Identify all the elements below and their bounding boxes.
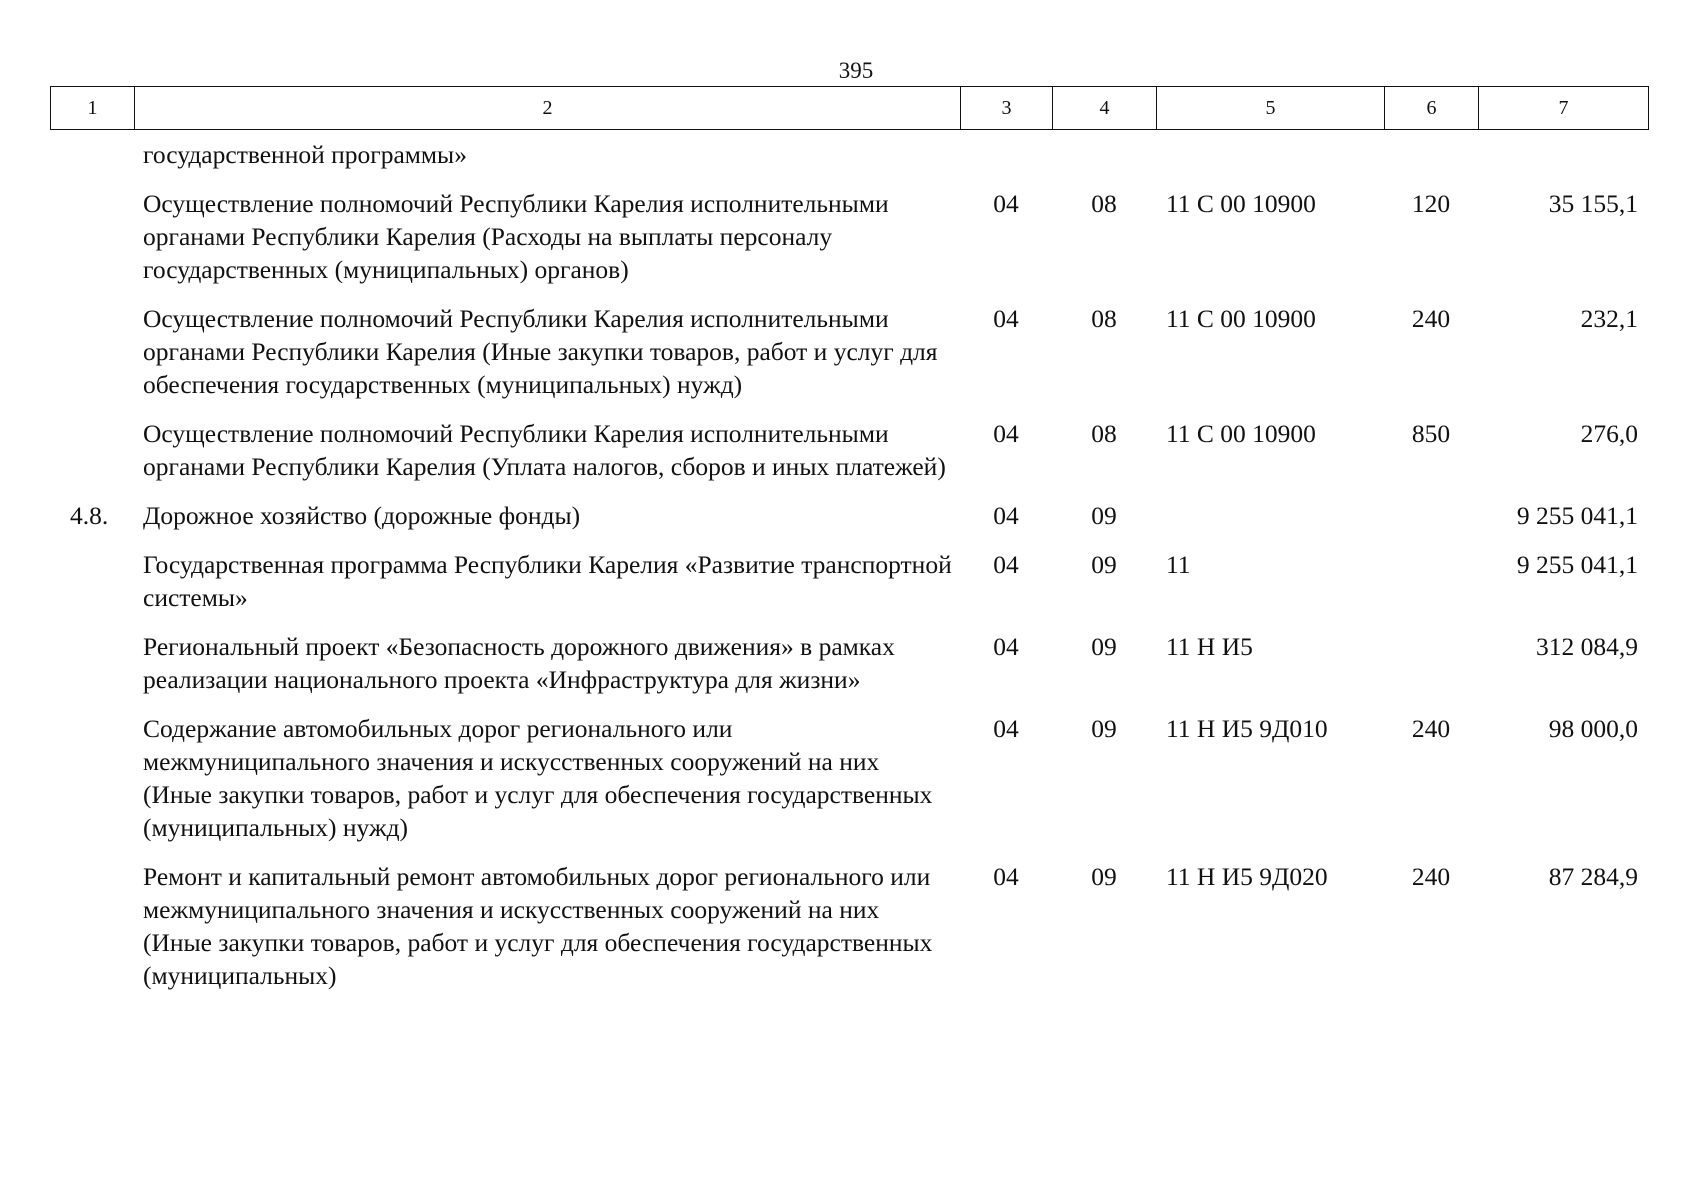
header-cell-col-6: 6 (1385, 87, 1479, 130)
table-row (50, 417, 1648, 499)
column-number-header (50, 86, 1649, 130)
row-number: 4.8. (70, 501, 109, 530)
row-amount: 9 255 041,1 (1516, 550, 1638, 579)
row-name: Осуществление полномочий Республики Карелия исполнительными органами Республики Карелия (Уплата налогов, сборов и иных платежей) (143, 419, 946, 481)
row-target-article: 11 Н И5 9Д020 (1166, 862, 1328, 891)
header-cell-col-2: 2 (135, 87, 961, 130)
row-number (50, 712, 134, 860)
header-cell-col-3: 3 (961, 87, 1053, 130)
row-subsection (1052, 138, 1156, 187)
header-cell-col-4: 4 (1053, 87, 1157, 130)
row-subsection: 09 (1091, 714, 1117, 743)
row-amount (1478, 138, 1648, 187)
row-subsection: 09 (1091, 550, 1117, 579)
row-expense-type: 240 (1411, 862, 1451, 891)
row-number (50, 860, 134, 1008)
row-expense-type: 240 (1411, 304, 1451, 333)
row-section: 04 (993, 714, 1019, 743)
row-amount: 312 084,9 (1536, 632, 1638, 661)
row-expense-type (1384, 630, 1478, 712)
row-target-article (1156, 499, 1384, 548)
row-expense-type (1384, 138, 1478, 187)
row-number (50, 548, 134, 630)
row-name: Ремонт и капитальный ремонт автомобильных дорог регионального или межмуниципального значения и искусственных сооружений на них (Иные закупки товаров, работ и услуг для обеспечения государственных (муниципальных) (143, 862, 933, 990)
table-row (50, 630, 1648, 712)
row-number (50, 302, 134, 417)
table-row (50, 187, 1648, 302)
row-name: Содержание автомобильных дорог регионального или межмуниципального значения и искусственных сооружений на них (Иные закупки товаров, работ и услуг для обеспечения государственных (муниципальных) нужд) (143, 714, 933, 842)
row-amount: 276,0 (1580, 419, 1638, 448)
header-cell-col-5: 5 (1157, 87, 1385, 130)
row-subsection: 09 (1091, 632, 1117, 661)
row-expense-type: 120 (1411, 189, 1451, 218)
table-row (50, 548, 1648, 630)
row-target-article (1156, 138, 1384, 187)
row-subsection: 09 (1091, 501, 1117, 530)
row-expense-type (1384, 548, 1478, 630)
row-section: 04 (993, 632, 1019, 661)
page-number: 395 (838, 58, 874, 83)
table-row (50, 860, 1648, 1008)
row-target-article: 11 (1166, 550, 1191, 579)
row-section (960, 138, 1052, 187)
row-section: 04 (993, 304, 1019, 333)
row-target-article: 11 С 00 10900 (1166, 419, 1316, 448)
row-number (50, 417, 134, 499)
header-row (51, 87, 1649, 130)
row-name: Осуществление полномочий Республики Карелия исполнительными органами Республики Карелия (Иные закупки товаров, работ и услуг для обеспечения государственных (муниципальных) нужд) (143, 304, 938, 399)
row-amount: 232,1 (1580, 304, 1638, 333)
row-subsection: 08 (1091, 189, 1117, 218)
row-subsection: 08 (1091, 304, 1117, 333)
row-name: государственной программы» (143, 140, 467, 169)
row-amount: 35 155,1 (1548, 189, 1638, 218)
row-number (50, 138, 134, 187)
row-subsection: 09 (1091, 862, 1117, 891)
row-target-article: 11 Н И5 (1166, 632, 1253, 661)
row-target-article: 11 Н И5 9Д010 (1166, 714, 1328, 743)
budget-table (50, 138, 1648, 1008)
row-amount: 87 284,9 (1548, 862, 1638, 891)
row-expense-type: 850 (1411, 419, 1451, 448)
row-amount: 9 255 041,1 (1516, 501, 1638, 530)
table-row (50, 499, 1648, 548)
row-number (50, 187, 134, 302)
row-name: Региональный проект «Безопасность дорожного движения» в рамках реализации национального проекта «Инфраструктура для жизни» (143, 632, 895, 694)
row-name: Государственная программа Республики Карелия «Развитие транспортной системы» (143, 550, 952, 612)
row-name: Осуществление полномочий Республики Карелия исполнительными органами Республики Карелия (Расходы на выплаты персоналу государственных (муниципальных) органов) (143, 189, 889, 284)
row-section: 04 (993, 189, 1019, 218)
header-cell-col-7: 7 (1479, 87, 1649, 130)
row-amount: 98 000,0 (1548, 714, 1638, 743)
row-number (50, 630, 134, 712)
row-section: 04 (993, 419, 1019, 448)
table-row (50, 302, 1648, 417)
row-section: 04 (993, 501, 1019, 530)
row-section: 04 (993, 550, 1019, 579)
table-row (50, 138, 1648, 187)
header-cell-col-1: 1 (51, 87, 135, 130)
table-row (50, 712, 1648, 860)
row-target-article: 11 С 00 10900 (1166, 304, 1316, 333)
row-section: 04 (993, 862, 1019, 891)
row-subsection: 08 (1091, 419, 1117, 448)
row-target-article: 11 С 00 10900 (1166, 189, 1316, 218)
row-expense-type: 240 (1411, 714, 1451, 743)
row-name: Дорожное хозяйство (дорожные фонды) (143, 501, 581, 530)
row-expense-type (1384, 499, 1478, 548)
